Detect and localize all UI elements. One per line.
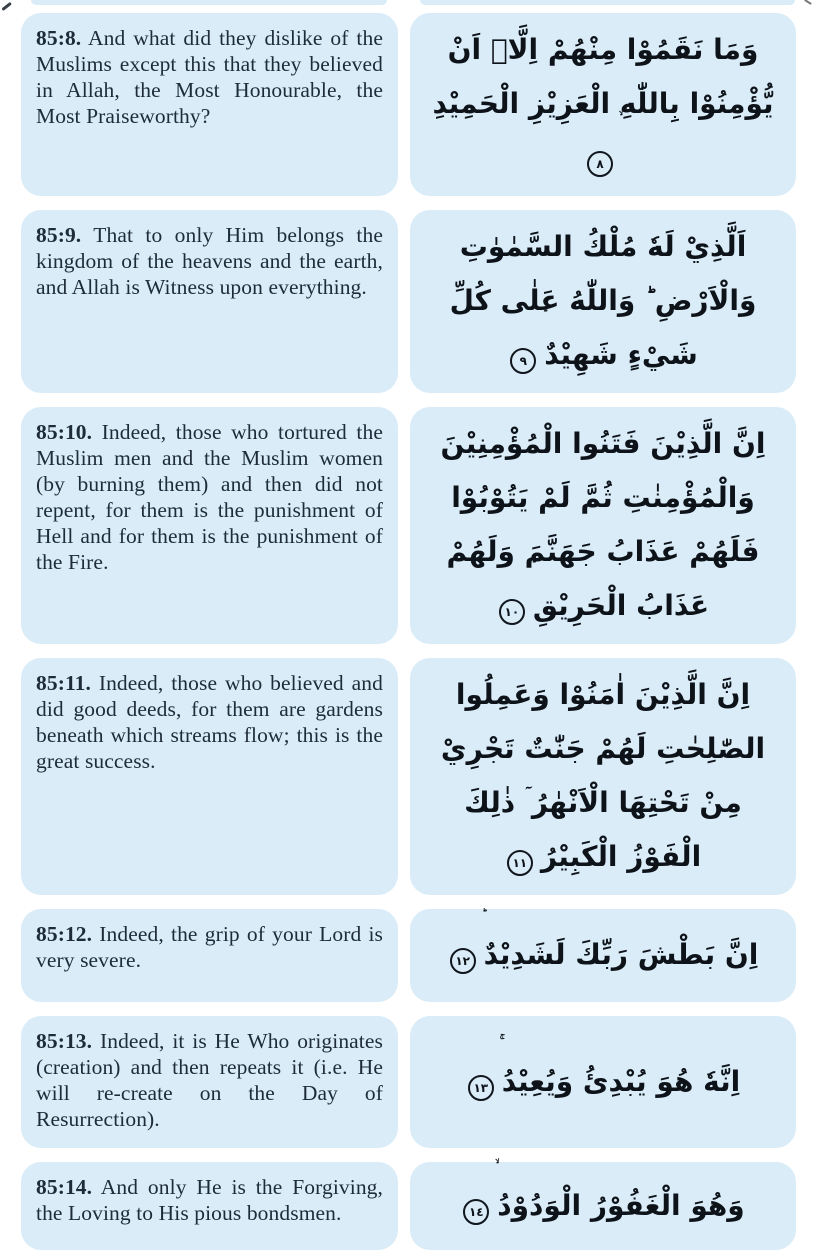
english-text: Indeed, those who tortured the Muslim men and the Muslim women (by burning them) and then did not repent, for them is the punishment of Hell and for them is the punishment of the Fire. [36, 420, 383, 574]
english-paragraph [36, 1174, 383, 1226]
ayah-end-marker [499, 580, 525, 634]
english-text: And only He is the Forgiving, the Loving to His pious bondsmen. [36, 1175, 383, 1225]
english-text: Indeed, the grip of your Lord is very severe. [36, 922, 383, 972]
ayah-end-marker [587, 132, 613, 186]
page-edge-artifact-top-left [1, 2, 11, 11]
verse-row [21, 407, 796, 644]
arabic-verse-box [410, 407, 796, 644]
ayah-end-marker [463, 1180, 489, 1234]
verse-row [21, 909, 796, 1002]
ayah-number-circle-icon: ١٤ [463, 1199, 489, 1225]
english-translation-box [21, 658, 398, 895]
arabic-verse-words: اِنَّهٗ هُوَ يُبْدِئُ وَيُعِيْدُ [501, 1064, 741, 1098]
english-paragraph [36, 419, 383, 575]
english-translation-box [21, 407, 398, 644]
arabic-verse-words: وَهُوَ الْغَفُوْرُ الْوَدُوْدُ [497, 1188, 745, 1222]
previous-row-remnant-right [420, 0, 795, 5]
english-text: Indeed, those who believed and did good deeds, for them are gardens beneath which streams flow; this is the great success. [36, 671, 383, 773]
ayah-number-circle-icon: ٩ [510, 348, 536, 374]
ayah-number-circle-icon: ٨ [587, 151, 613, 177]
verse-ref: 85:14. [36, 1175, 93, 1199]
arabic-text [428, 23, 778, 186]
english-paragraph [36, 25, 383, 129]
ayah-number-circle-icon: ١١ [507, 850, 533, 876]
arabic-verse-words: اِنَّ بَطْشَ رَبِّكَ لَشَدِيْدٌ [483, 938, 759, 971]
english-text: Indeed, it is He Who originates (creation) and then repeats it (i.e. He will re-create on the Day of Resurrection). [36, 1029, 383, 1131]
verse-list [21, 13, 796, 1250]
ayah-end-marker [510, 329, 536, 383]
verse-ref: 85:10. [36, 420, 93, 444]
arabic-verse-box [410, 13, 796, 196]
verse-row [21, 210, 796, 393]
english-paragraph [36, 222, 383, 300]
english-paragraph [36, 1028, 383, 1132]
arabic-text [428, 220, 778, 383]
english-translation-box [21, 1162, 398, 1250]
english-translation-box [21, 210, 398, 393]
english-translation-box [21, 1016, 398, 1148]
ayah-number-circle-icon: ١٢ [450, 948, 476, 974]
english-text: And what did they dislike of the Muslims except this that they believed in Allah, the Most Honourable, the Most Praiseworthy? [36, 26, 384, 128]
arabic-verse-box [410, 909, 796, 1002]
english-paragraph [36, 670, 383, 774]
verse-row [21, 1162, 796, 1250]
verse-ref: 85:11. [36, 671, 91, 695]
ayah-end-marker [468, 1056, 494, 1110]
arabic-text [428, 668, 778, 885]
english-paragraph [36, 921, 383, 973]
ayah-number-circle-icon: ١٠ [499, 599, 525, 625]
arabic-text [461, 1179, 744, 1234]
verse-ref: 85:9. [36, 223, 82, 247]
english-translation-box [21, 13, 398, 196]
verse-ref: 85:8. [36, 26, 82, 50]
page-edge-artifact-top-right [804, 0, 812, 5]
verse-ref: 85:12. [36, 922, 93, 946]
verse-row [21, 13, 796, 196]
verse-row [21, 1016, 796, 1148]
verse-ref: 85:13. [36, 1029, 93, 1053]
arabic-verse-words: وَمَا نَقَمُوْا مِنْهُمْ اِلَّاۤ اَنْ يُّؤْمِنُوْا بِاللّٰهِ الْعَزِيْزِ الْحَمِيْدِ [432, 33, 774, 120]
ayah-end-marker [507, 831, 533, 885]
arabic-text [448, 928, 759, 983]
arabic-verse-words: اِنَّ الَّذِيْنَ اٰمَنُوْا وَعَمِلُوا الصّٰلِحٰتِ لَهُمْ جَنّٰتٌ تَجْرِيْ مِنْ تَحْتِهَا الْاَنْهٰرُ ۤ ذٰلِكَ الْفَوْزُ الْكَبِيْرُ [440, 678, 766, 873]
ayah-end-marker [450, 929, 476, 983]
previous-row-remnant-left [31, 0, 387, 5]
arabic-verse-box [410, 1016, 796, 1148]
arabic-text [466, 1055, 740, 1110]
english-translation-box [21, 909, 398, 1002]
verse-row [21, 658, 796, 895]
ayah-number-circle-icon: ١٣ [468, 1075, 494, 1101]
arabic-verse-words: اِنَّ الَّذِيْنَ فَتَنُوا الْمُؤْمِنِيْنَ وَالْمُؤْمِنٰتِ ثُمَّ لَمْ يَتُوْبُوْا فَلَهُمْ عَذَابُ جَهَنَّمَ وَلَهُمْ عَذَابُ الْحَرِيْقِ [440, 427, 766, 622]
arabic-verse-box [410, 1162, 796, 1250]
arabic-verse-words: اَلَّذِيْ لَهٗ مُلْكُ السَّمٰوٰتِ وَالْاَرْضِ ؕ وَاللّٰهُ عَلٰى كُلِّ شَيْءٍ شَهِيْدٌ [449, 230, 757, 371]
english-text: That to only Him belongs the kingdom of the heavens and the earth, and Allah is Witness upon everything. [36, 223, 383, 299]
arabic-verse-box [410, 210, 796, 393]
arabic-text [428, 417, 778, 634]
arabic-verse-box [410, 658, 796, 895]
